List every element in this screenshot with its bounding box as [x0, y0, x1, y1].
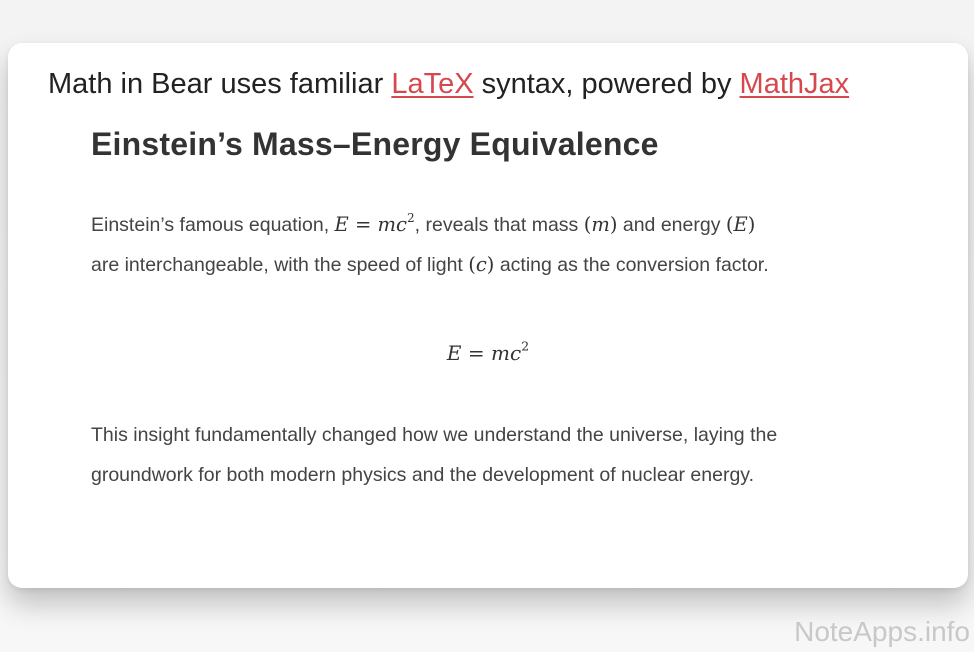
note-title: Einstein’s Mass–Energy Equivalence	[91, 126, 659, 162]
caption	[48, 67, 948, 101]
caption-prefix: Math in Bear uses familiar	[48, 68, 392, 100]
mass-open-paren: (	[583, 213, 592, 236]
p1-text-before: Einstein’s famous equation,	[91, 214, 335, 236]
mass-close-paren: )	[609, 213, 618, 236]
p1-text-and: and energy	[617, 214, 726, 236]
paragraph-2	[91, 415, 777, 495]
latex-link[interactable]: LaTeX	[391, 68, 474, 100]
energy-symbol: E	[733, 213, 748, 236]
display-eq-equals: =	[461, 341, 492, 365]
display-equation	[8, 339, 968, 367]
display-eq-rhs: mc	[491, 341, 522, 365]
light-symbol-group	[468, 253, 494, 276]
display-eq-lhs: E	[446, 341, 462, 365]
caption-middle: syntax, powered by	[473, 68, 740, 100]
mass-symbol: m	[591, 213, 610, 236]
inline-eq-mc: mc	[377, 213, 407, 236]
paragraph-1-line-1	[91, 205, 769, 245]
paragraph-2-line-2: groundwork for both modern physics and the development of nuclear energy.	[91, 464, 755, 486]
display-eq-exponent: 2	[521, 338, 530, 354]
light-open-paren: (	[468, 253, 476, 276]
watermark: NoteApps.info	[794, 616, 970, 647]
paragraph-2-line-1: This insight fundamentally changed how we understand the universe, laying the	[91, 424, 778, 446]
light-symbol: c	[475, 253, 487, 276]
mathjax-link[interactable]: MathJax	[739, 68, 850, 100]
inline-eq-exponent: 2	[406, 210, 415, 225]
energy-symbol-group	[726, 213, 755, 236]
inline-equation	[334, 210, 415, 236]
p1-line2-before: are interchangeable, with the speed of light	[91, 254, 469, 276]
p1-text-after: , reveals that mass	[414, 214, 584, 236]
paragraph-1	[91, 205, 769, 285]
mass-symbol-group	[584, 213, 618, 236]
inline-eq-E: E	[334, 213, 349, 236]
inline-eq-equals: =	[348, 213, 378, 236]
p1-line2-after: acting as the conversion factor.	[494, 254, 769, 276]
note-card	[8, 43, 968, 588]
light-close-paren: )	[486, 253, 495, 276]
energy-open-paren: (	[725, 213, 734, 236]
paragraph-1-line-2	[91, 245, 769, 285]
energy-close-paren: )	[747, 213, 756, 236]
